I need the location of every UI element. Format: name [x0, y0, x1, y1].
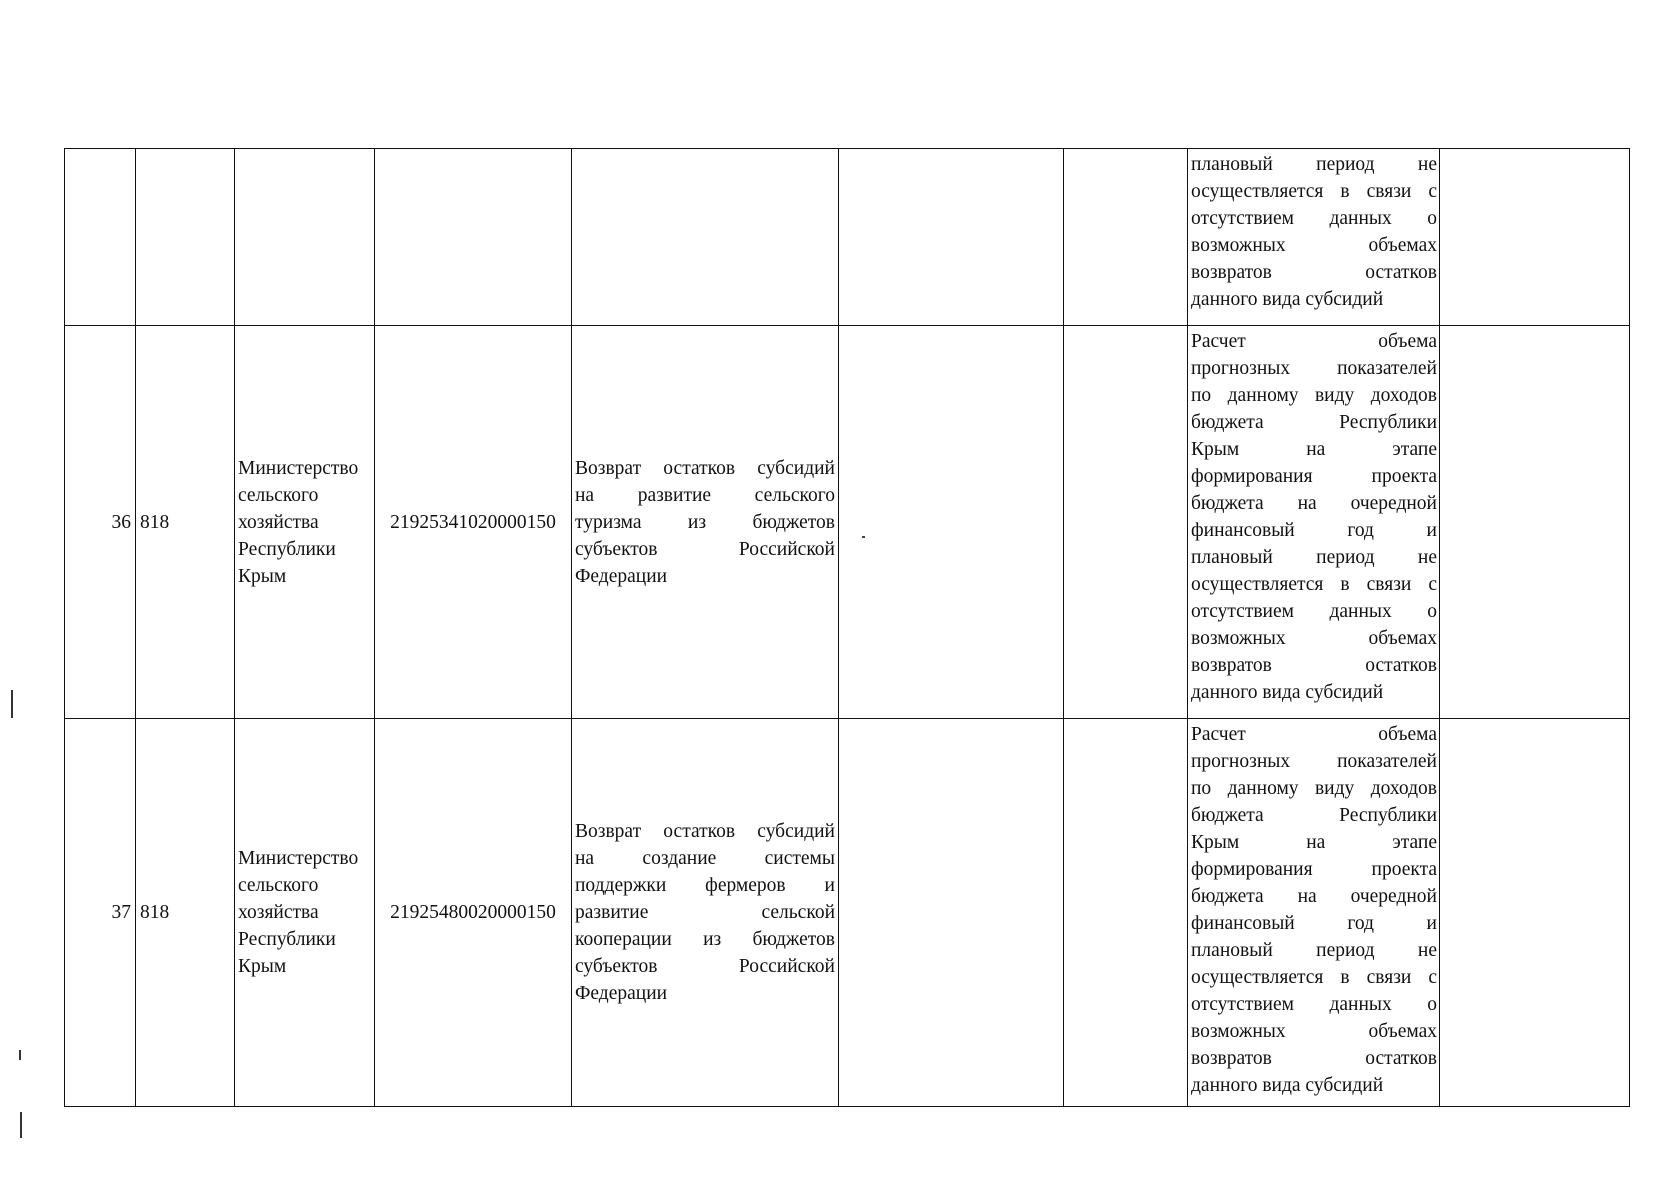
note-line: отсутствием данных о: [1191, 601, 1437, 622]
note-cell: [1188, 149, 1440, 326]
cell-empty: [839, 719, 1064, 1107]
org-line: Министерство: [238, 457, 359, 479]
org-line: хозяйства: [238, 511, 319, 533]
note-line: финансовый год и: [1191, 913, 1437, 934]
note-cell: [1188, 326, 1440, 719]
revenue-description: [572, 326, 839, 719]
note-line: данного вида субсидий: [1191, 1075, 1384, 1096]
desc-line: туризма из бюджетов: [575, 511, 835, 533]
note-line: бюджета Республики: [1191, 805, 1437, 826]
desc-line: на развитие сельского: [575, 484, 835, 506]
note-line: Крым на этапе: [1191, 439, 1437, 460]
note-line: Расчет объема: [1191, 331, 1437, 352]
cell-empty: [65, 149, 136, 326]
cell-empty: [839, 149, 1064, 326]
cell-empty: [1064, 719, 1188, 1107]
desc-line: развитие сельской: [575, 902, 835, 923]
note-line: данного вида субсидий: [1191, 289, 1384, 310]
note-line: по данному виду доходов: [1191, 385, 1437, 406]
org-line: Крым: [238, 565, 287, 587]
org-line: Министерство: [238, 848, 359, 869]
note-line: бюджета на очередной: [1191, 493, 1437, 514]
desc-line: субъектов Российской: [575, 538, 835, 560]
desc-line: Возврат остатков субсидий: [575, 821, 835, 842]
org-line: хозяйства: [238, 902, 319, 923]
desc-line: Федерации: [575, 565, 668, 587]
note-line: бюджета на очередной: [1191, 886, 1437, 907]
note-line: осуществляется в связи с: [1191, 574, 1437, 595]
table-row-36: [65, 326, 1630, 719]
desc-line: Возврат остатков субсидий: [575, 457, 835, 479]
admin-code: 818: [136, 326, 235, 719]
cell-empty: [839, 326, 1064, 719]
note-line: формирования проекта: [1191, 859, 1437, 880]
admin-code: 818: [136, 719, 235, 1107]
kbk-code: 21925480020000150: [375, 719, 572, 1107]
note-line: плановый период не: [1191, 940, 1437, 961]
cell-empty: [235, 149, 375, 326]
note-line: возвратов остатков: [1191, 262, 1437, 283]
cell-empty: [1440, 326, 1630, 719]
cell-empty: [1440, 149, 1630, 326]
org-line: Республики: [238, 929, 336, 950]
note-line: возможных объемах: [1191, 628, 1437, 649]
scan-artifact-mark: [20, 1112, 22, 1138]
note-line: бюджета Республики: [1191, 412, 1437, 433]
desc-line: на создание системы: [575, 848, 835, 869]
note-line: прогнозных показателей: [1191, 358, 1437, 379]
org-line: сельского: [238, 875, 319, 896]
row-number: 36: [65, 326, 136, 719]
desc-line: кооперации из бюджетов: [575, 929, 835, 950]
note-line: отсутствием данных о: [1191, 994, 1437, 1015]
note-line: по данному виду доходов: [1191, 778, 1437, 799]
kbk-code: 21925341020000150: [375, 326, 572, 719]
note-line: возможных объемах: [1191, 1021, 1437, 1042]
note-line: плановый период не: [1191, 547, 1437, 568]
note-line: данного вида субсидий: [1191, 682, 1384, 703]
scan-artifact-dot: [862, 536, 865, 538]
scan-artifact-mark: [19, 1050, 21, 1060]
table-row-37: [65, 719, 1630, 1107]
note-line: Крым на этапе: [1191, 832, 1437, 853]
cell-empty: [572, 149, 839, 326]
administrator-name: [235, 326, 375, 719]
scan-artifact-mark: [11, 690, 13, 718]
note-line: осуществляется в связи с: [1191, 967, 1437, 988]
note-line: формирования проекта: [1191, 466, 1437, 487]
note-line: отсутствием данных о: [1191, 208, 1437, 229]
desc-line: Федерации: [575, 983, 668, 1004]
table-row-continuation: [65, 149, 1630, 326]
org-line: сельского: [238, 484, 319, 506]
revenue-description: [572, 719, 839, 1107]
note-cell: [1188, 719, 1440, 1107]
cell-empty: [1064, 149, 1188, 326]
note-line: плановый период не: [1191, 154, 1437, 175]
desc-line: субъектов Российской: [575, 956, 835, 977]
administrator-name: [235, 719, 375, 1107]
budget-revenue-table: [64, 148, 1630, 1107]
row-number: 37: [65, 719, 136, 1107]
cell-empty: [136, 149, 235, 326]
desc-line: поддержки фермеров и: [575, 875, 835, 896]
cell-empty: [1064, 326, 1188, 719]
cell-empty: [375, 149, 572, 326]
note-line: прогнозных показателей: [1191, 751, 1437, 772]
cell-empty: [1440, 719, 1630, 1107]
note-line: финансовый год и: [1191, 520, 1437, 541]
note-line: возможных объемах: [1191, 235, 1437, 256]
org-line: Крым: [238, 956, 287, 977]
note-line: Расчет объема: [1191, 724, 1437, 745]
note-line: возвратов остатков: [1191, 655, 1437, 676]
note-line: осуществляется в связи с: [1191, 181, 1437, 202]
note-line: возвратов остатков: [1191, 1048, 1437, 1069]
org-line: Республики: [238, 538, 336, 560]
